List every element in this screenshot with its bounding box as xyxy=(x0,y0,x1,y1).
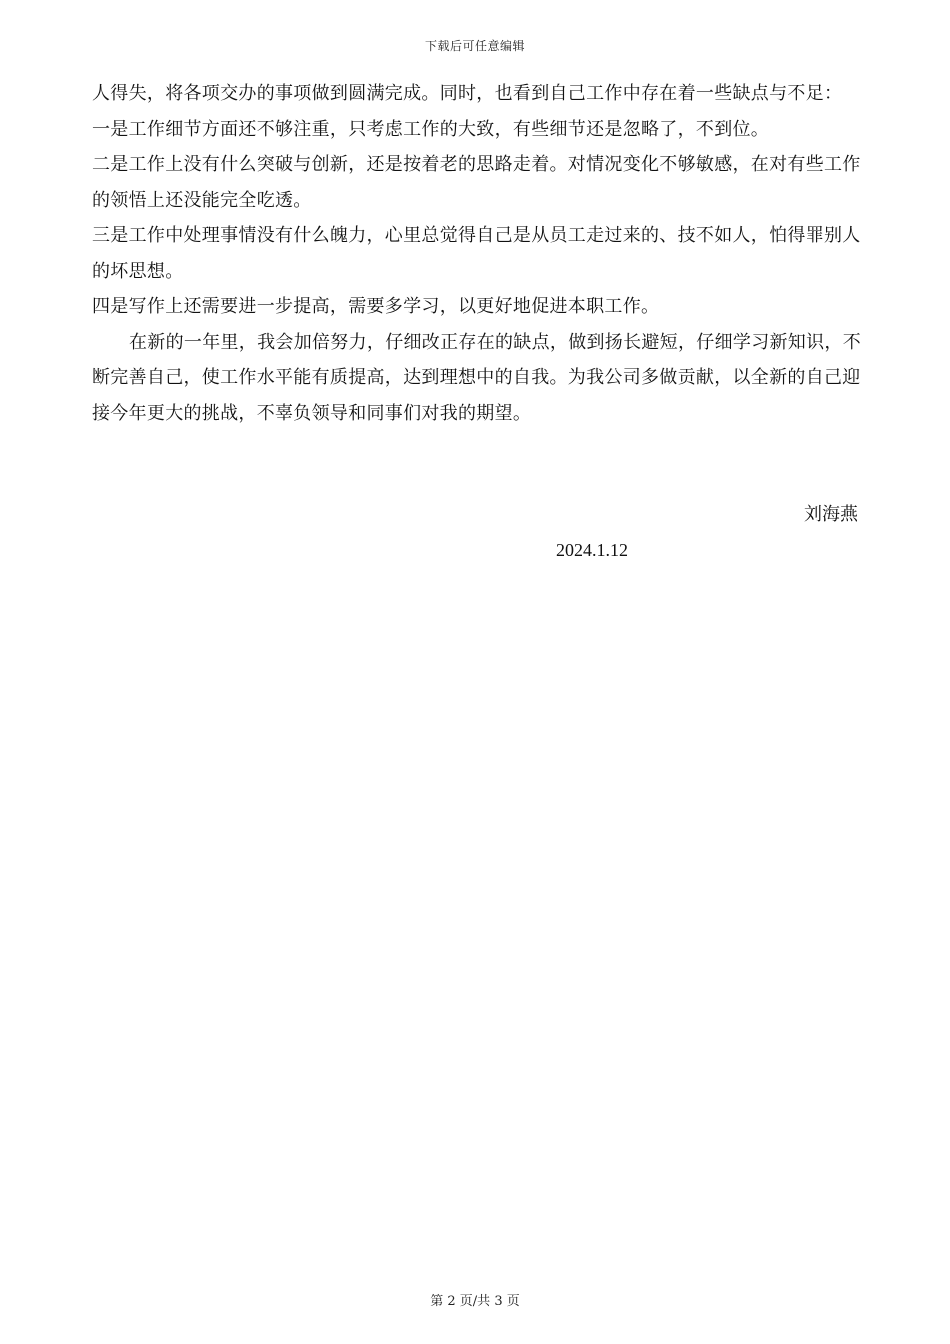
paragraph-point-two: 二是工作上没有什么突破与创新，还是按着老的思路走着。对情况变化不够敏感，在对有些工作的领悟上还没能完全吃透。 xyxy=(92,154,861,211)
header-note: 下载后可任意编辑 xyxy=(424,39,525,53)
paragraph-point-three: 三是工作中处理事情没有什么魄力，心里总觉得自己是从员工走过来的、技不如人，怕得罪别人的坏思想。 xyxy=(92,225,861,282)
signature-name: 刘海燕 xyxy=(804,504,858,525)
paragraph-point-one: 一是工作细节方面还不够注重，只考虑工作的大致，有些细节还是忽略了，不到位。 xyxy=(92,118,770,140)
paragraph-conclusion: 在新的一年里，我会加倍努力，仔细改正存在的缺点，做到扬长避短，仔细学习新知识，不断完善自己，使工作水平能有质提高，达到理想中的自我。为我公司多做贡献，以全新的自己迎接今年更大的挑战，不辜负领导和同事们对我的期望。 xyxy=(92,331,861,424)
paragraph-point-four: 四是写作上还需要进一步提高，需要多学习，以更好地促进本职工作。 xyxy=(92,296,660,317)
paragraph-continuation: 人得失，将各项交办的事项做到圆满完成。同时，也看到自己工作中存在着一些缺点与不足： xyxy=(92,83,843,104)
page-number: 第 2 页/共 3 页 xyxy=(430,1294,520,1309)
document-body xyxy=(92,76,862,431)
signature-date: 2024.1.12 xyxy=(556,540,628,560)
